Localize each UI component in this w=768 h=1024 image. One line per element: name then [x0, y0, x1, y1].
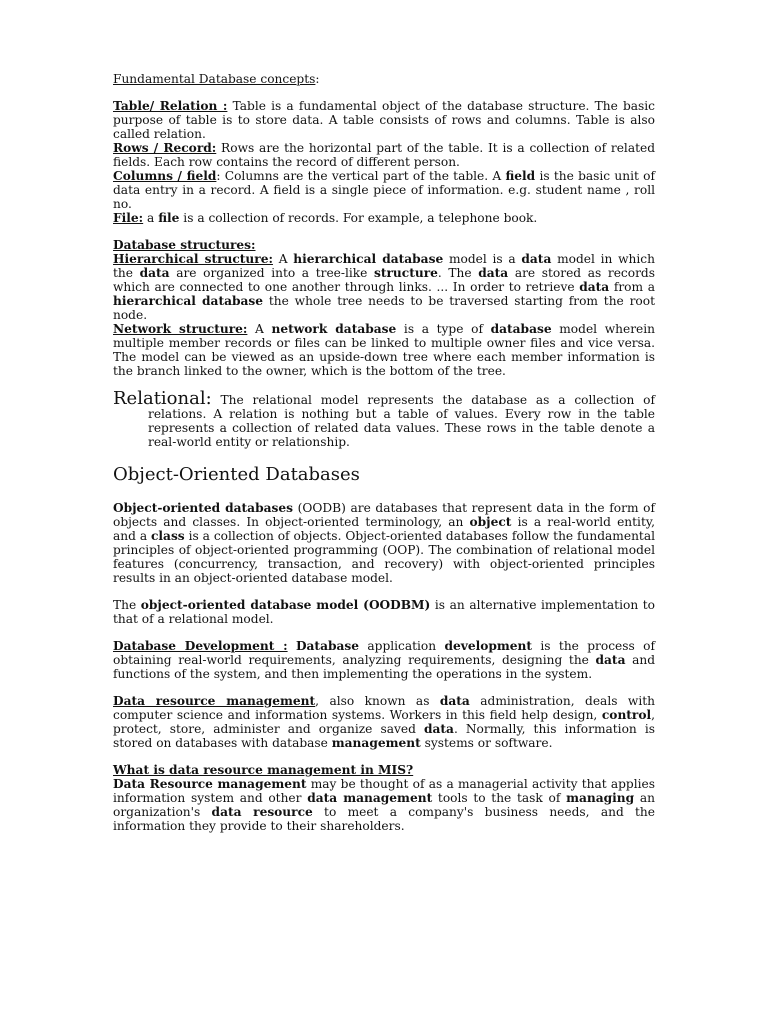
rows-record-text: Rows are the horizontal part of the table. It is a collection of related fields. Each row contains the record of different person. — [113, 141, 656, 169]
dbdev-b1: Database — [295, 639, 359, 653]
oodb-b2: object — [469, 515, 512, 529]
hier-b3: data — [139, 266, 170, 280]
page-title — [113, 72, 655, 86]
network-paragraph — [113, 322, 655, 378]
mis-paragraph — [113, 777, 655, 833]
oodbm-paragraph — [113, 598, 655, 626]
mis-t1: may be thought of as a managerial activity that applies information system and other — [113, 777, 655, 805]
hier-b7: hierarchical database — [113, 294, 264, 308]
oodb-b1: Object-oriented databases — [113, 501, 293, 515]
rows-record-label: Rows / Record: — [113, 141, 217, 155]
columns-field-label: Columns / field — [113, 169, 217, 183]
hier-t7: from a — [609, 280, 655, 294]
hier-t3: model in which the — [113, 252, 655, 280]
database-structures-heading-text: Database structures: — [113, 238, 256, 252]
hier-b4: structure — [374, 266, 438, 280]
mis-b3: managing — [566, 791, 635, 805]
net-t3: model wherein multiple member records or files can be linked to multiple owner files and vice versa. The model can be viewed as an upside-down tree where each member information is the branch linked to the owner, which is the bottom of the tree. — [113, 322, 655, 378]
dbdev-t0 — [288, 639, 296, 653]
database-development-label: Database Development : — [113, 639, 288, 653]
hierarchical-paragraph — [113, 252, 655, 322]
dbdev-t3: and functions of the system, and then implementing the operations in the system. — [113, 653, 655, 681]
columns-text-b: is the basic unit of data entry in a record. A field is a single piece of information. e.g. student name , roll no. — [113, 169, 655, 211]
file-text-a: a — [143, 211, 159, 225]
mis-b2: data management — [307, 791, 433, 805]
hier-b5: data — [478, 266, 509, 280]
page-title-text: Fundamental Database concepts — [113, 72, 316, 86]
table-relation-text: Table is a fundamental object of the database structure. The basic purpose of table is to store data. A table consists of rows and columns. Table is also called relation. — [113, 99, 655, 141]
columns-field-paragraph — [113, 169, 655, 211]
data-resource-management-paragraph — [113, 694, 655, 750]
net-b2: database — [490, 322, 552, 336]
drm-t1: , also known as — [315, 694, 440, 708]
oodb-b3: class — [151, 529, 185, 543]
drm-b1: data — [439, 694, 470, 708]
relational-heading: Relational: — [113, 388, 212, 409]
mis-t4: to meet a company's business needs, and the information they provide to their shareholders. — [113, 805, 655, 833]
table-relation-label: Table/ Relation : — [113, 99, 228, 113]
hier-t8: the whole tree needs to be traversed starting from the root node. — [113, 294, 655, 322]
mis-b4: data resource — [211, 805, 313, 819]
file-text-b: is a collection of records. For example, a telephone book. — [179, 211, 538, 225]
mis-t3: an organization's — [113, 791, 656, 819]
network-label: Network structure: — [113, 322, 248, 336]
columns-text-a: : Columns are the vertical part of the table. A — [216, 169, 506, 183]
hier-t4: are organized into a tree-like — [169, 266, 375, 280]
hier-t6: are stored as records which are connected to one another through links. ... In order to retrieve — [113, 266, 655, 294]
oodbm-t1: The — [113, 598, 141, 612]
net-b1: network database — [271, 322, 397, 336]
object-oriented-heading: Object-Oriented Databases — [113, 464, 360, 485]
page-title-colon: : — [315, 72, 320, 86]
oodbm-t2: is an alternative implementation to that of a relational model. — [113, 598, 655, 626]
dbdev-b3: data — [595, 653, 626, 667]
relational-text: The relational model represents the database as a collection of relations. A relation is nothing but a table of values. Every row in the table represents a collection of related data values. These rows in the table denote a real-world entity or relationship. — [148, 393, 655, 449]
mis-heading-text: What is data resource management in MIS? — [113, 763, 414, 777]
hier-t1: A — [272, 252, 294, 266]
drm-t5: systems or software. — [420, 736, 553, 750]
net-t1: A — [247, 322, 272, 336]
drm-t3: , protect, store, administer and organize saved — [113, 708, 655, 736]
file-label: File: — [113, 211, 144, 225]
hier-t5: . The — [437, 266, 479, 280]
file-bold: file — [158, 211, 180, 225]
mis-t2: tools to the task of — [432, 791, 567, 805]
file-paragraph — [113, 211, 655, 225]
drm-t4: . Normally, this information is stored on databases with database — [113, 722, 656, 750]
hierarchical-label: Hierarchical structure: — [113, 252, 273, 266]
drm-b3: data — [423, 722, 454, 736]
oodb-paragraph — [113, 501, 655, 585]
hier-t2: model is a — [443, 252, 522, 266]
database-structures-heading — [113, 238, 655, 252]
hier-b2: data — [521, 252, 552, 266]
columns-bold: field — [505, 169, 536, 183]
table-relation-paragraph — [113, 99, 655, 141]
oodbm-b1: object-oriented database model (OODBM) — [140, 598, 431, 612]
dbdev-t2: is the process of obtaining real-world requirements, analyzing requirements, designing the — [113, 639, 655, 667]
drm-t2: administration, deals with computer science and information systems. Workers in this field help design, — [113, 694, 655, 722]
oodb-t2: is a real-world entity, and a — [113, 515, 655, 543]
rows-record-paragraph — [113, 141, 655, 169]
mis-heading — [113, 763, 655, 777]
document-body — [113, 72, 655, 833]
dbdev-t1: application — [359, 639, 445, 653]
database-development-paragraph — [113, 639, 655, 681]
relational-paragraph — [113, 388, 655, 449]
data-resource-management-label: Data resource management — [113, 694, 316, 708]
net-t2: is a type of — [396, 322, 491, 336]
drm-b4: management — [331, 736, 421, 750]
mis-b1: Data Resource management — [113, 777, 307, 791]
oodb-t1: (OODB) are databases that represent data in the form of objects and classes. In object-oriented terminology, an — [113, 501, 655, 529]
dbdev-b2: development — [444, 639, 533, 653]
oodb-t3: is a collection of objects. Object-oriented databases follow the fundamental principles of object-oriented programming (OOP). The combination of relational model features (concurrency, transaction, and recovery) with object-oriented principles results in an object-oriented database model. — [113, 529, 655, 585]
hier-b1: hierarchical database — [293, 252, 444, 266]
hier-b6: data — [579, 280, 610, 294]
drm-b2: control — [601, 708, 652, 722]
